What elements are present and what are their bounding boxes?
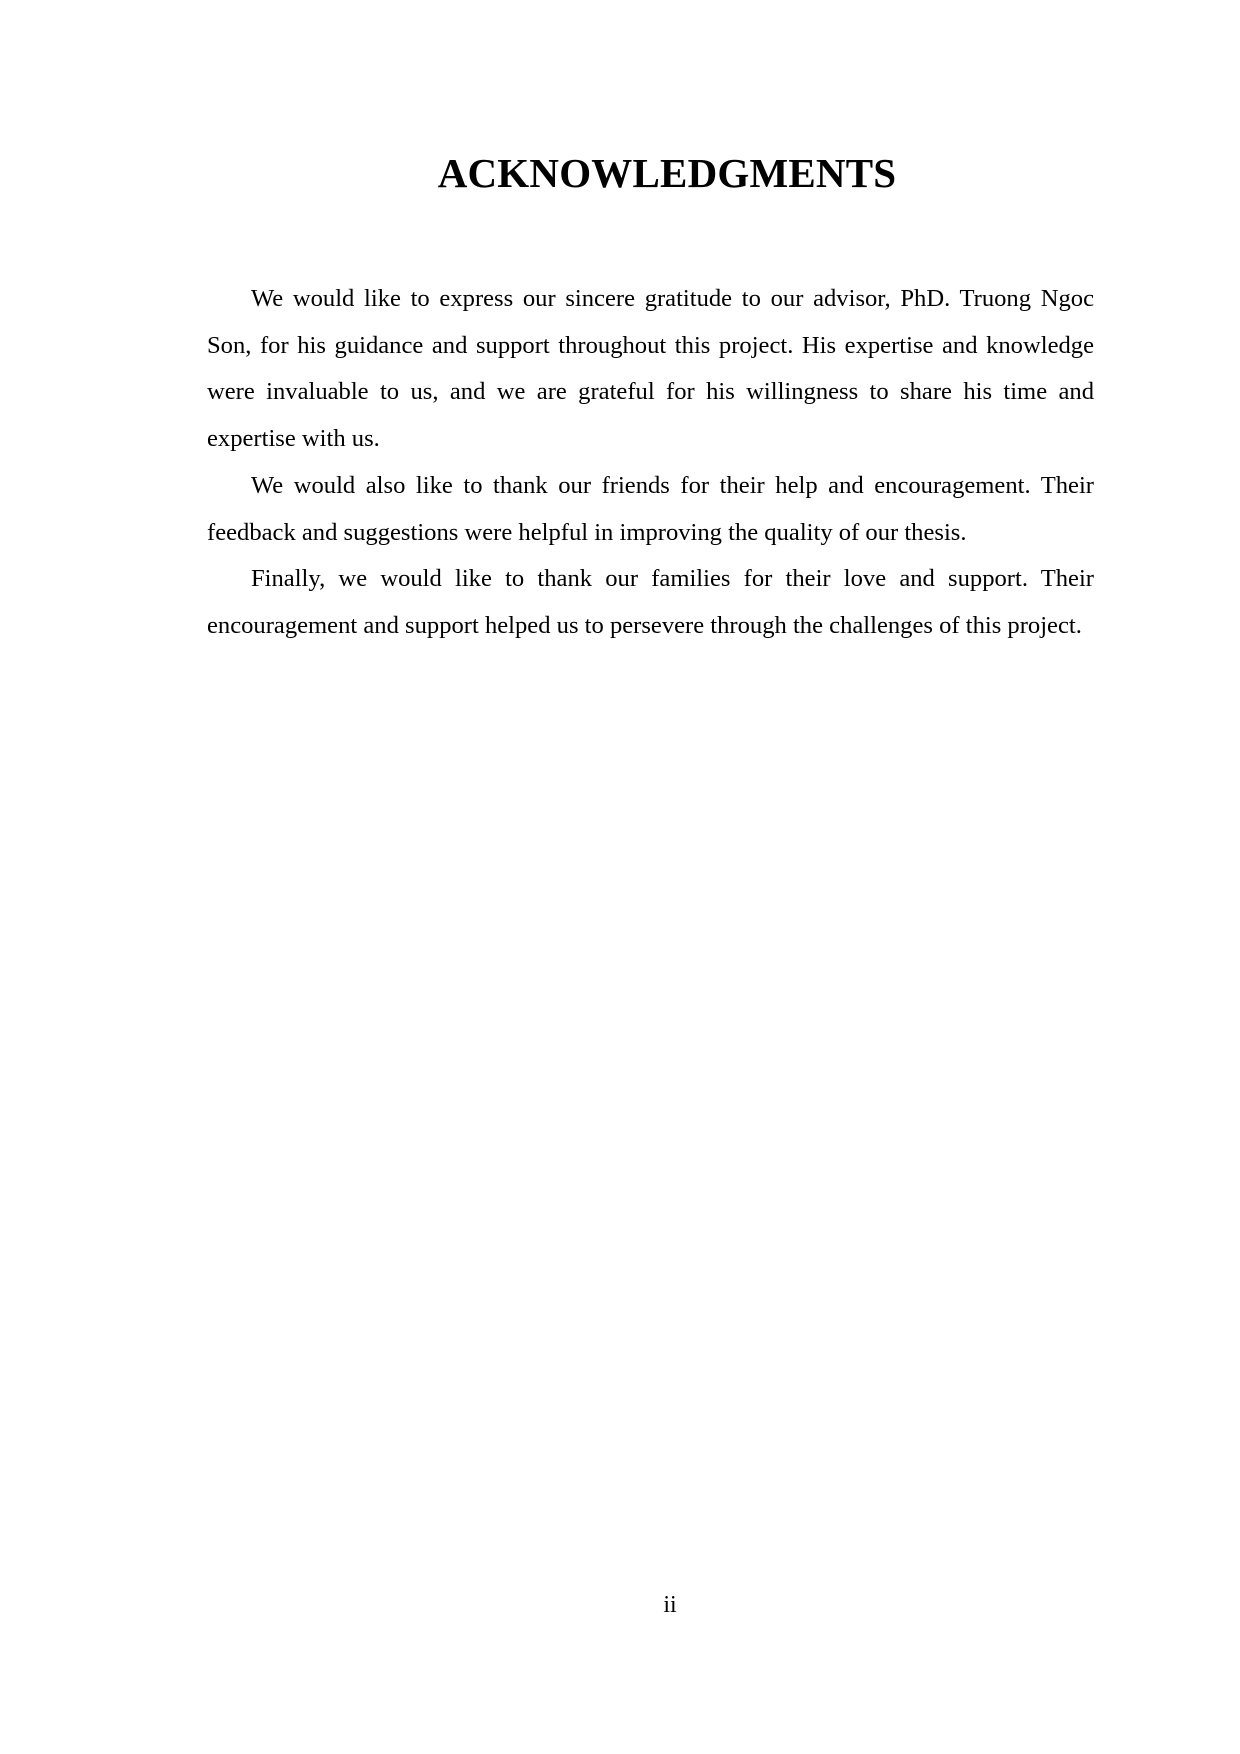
paragraph-families: Finally, we would like to thank our families for their love and support. Their encouragement and support helped us to persevere through the challenges of this project.: [207, 565, 1094, 639]
paragraph-friends: We would also like to thank our friends for their help and encouragement. Their feedback and suggestions were helpful in improving the quality of our thesis.: [207, 471, 1094, 546]
paragraph-advisor: We would like to express our sincere gratitude to our advisor, PhD. Truong Ngoc Son, for his guidance and support throughout this project. His expertise and knowledge were invaluable to us, and we are grateful for his willingness to share his time and expertise with us.: [207, 285, 1094, 453]
acknowledgments-body: [207, 276, 1094, 650]
page-title: ACKNOWLEDGMENTS: [437, 150, 897, 196]
page-number: ii: [663, 1592, 677, 1618]
